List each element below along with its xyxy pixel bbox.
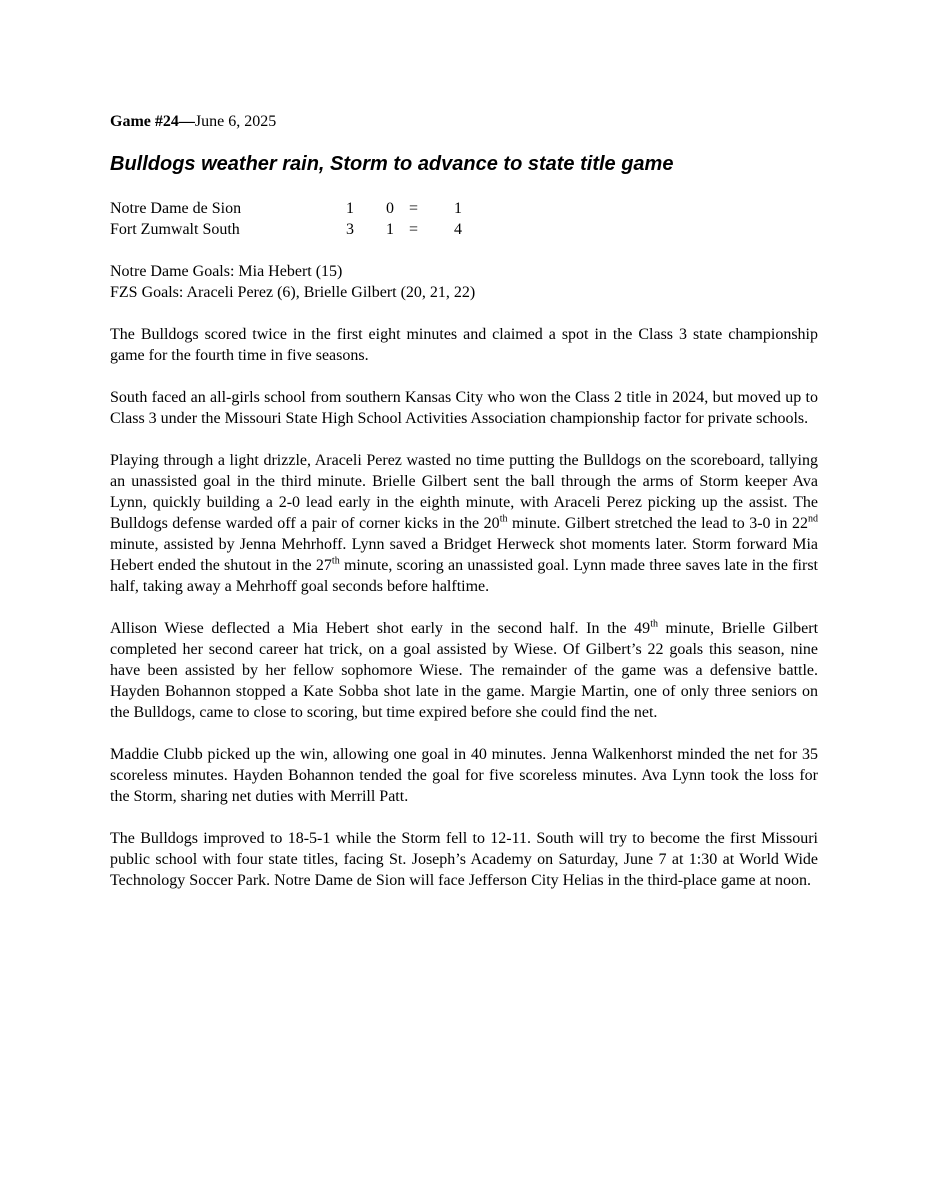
article-body [110,324,818,891]
headline: Bulldogs weather rain, Storm to advance to state title game [110,153,674,175]
game-dateline [110,112,276,132]
text-run: minute, assisted by Jenna Mehrhoff. Lynn saved a Bridget Herweck shot moments later. Storm forward Mia Hebert ended the shutout in the 27 [110,536,818,574]
first-half-score: 1 [346,200,354,217]
ordinal-suffix: nd [808,513,819,525]
team-name: Fort Zumwalt South [110,221,240,238]
ordinal-suffix: th [650,618,658,630]
final-score: 1 [454,200,462,217]
second-half-score: 0 [386,200,394,217]
equals-sign: = [409,221,419,238]
fzs-goals: FZS Goals: Araceli Perez (6), Brielle Gilbert (20, 21, 22) [110,284,476,301]
scoreboard [110,198,530,240]
second-half-score: 1 [386,221,394,238]
paragraph-5: Maddie Clubb picked up the win, allowing one goal in 40 minutes. Jenna Walkenhorst minded the net for 35 scoreless minutes. Hayden Bohannon tended the goal for five scoreless minutes. Ava Lynn took the loss for the Storm, sharing net duties with Merrill Patt. [110,746,818,805]
text-run: Playing through a light drizzle, Araceli Perez wasted no time putting the Bulldogs on the scoreboard, tallying an unassisted goal in the third minute. Brielle Gilbert sent the ball through the arms of Storm keeper Ava Lynn, quickly building a 2-0 lead early in the eighth minute, with Araceli Perez picking up the assist. The Bulldogs defense warded off a pair of corner kicks in the 20 [110,452,818,532]
game-date: June 6, 2025 [194,113,277,130]
ordinal-suffix: th [331,555,340,567]
final-score: 4 [454,221,462,238]
paragraph-4 [110,618,818,723]
text-run: Allison Wiese deflected a Mia Hebert shot early in the second half. In the 49 [110,620,651,637]
equals-sign: = [409,200,419,217]
paragraph-6: The Bulldogs improved to 18-5-1 while the Storm fell to 12-11. South will try to become the first Missouri public school with four state titles, facing St. Joseph’s Academy on Saturday, June 7 at 1:30 at World Wide Technology Soccer Park. Notre Dame de Sion will face Jefferson City Helias in the third-place game at noon. [110,830,818,889]
paragraph-1: The Bulldogs scored twice in the first eight minutes and claimed a spot in the Class 3 state championship game for the fourth time in five seasons. [110,326,818,364]
paragraph-2: South faced an all-girls school from southern Kansas City who won the Class 2 title in 2024, but moved up to Class 3 under the Missouri State High School Activities Association championship factor for private schools. [110,389,818,427]
goal-scorers [110,261,820,303]
paragraph-3 [110,450,818,597]
score-row-notre-dame [110,198,530,219]
first-half-score: 3 [346,221,354,238]
team-name: Notre Dame de Sion [110,200,242,217]
game-number: Game #24— [110,113,195,130]
text-run: minute, scoring an unassisted goal. Lynn made three saves late in the first half, taking away a Mehrhoff goal seconds before halftime. [110,557,818,595]
notre-dame-goals: Notre Dame Goals: Mia Hebert (15) [110,263,343,280]
text-run: minute, Brielle Gilbert completed her second career hat trick, on a goal assisted by Wiese. Of Gilbert’s 22 goals this season, nine have been assisted by her fellow sophomore Wiese. The remainder of the game was a defensive battle. Hayden Bohannon stopped a Kate Sobba shot late in the game. Margie Martin, one of only three seniors on the Bulldogs, came to close to scoring, but time expired before she could find the net. [110,620,819,721]
text-run: minute. Gilbert stretched the lead to 3-0 in 22 [507,515,809,532]
score-row-fort-zumwalt-south [110,219,530,240]
ordinal-suffix: th [499,513,508,525]
